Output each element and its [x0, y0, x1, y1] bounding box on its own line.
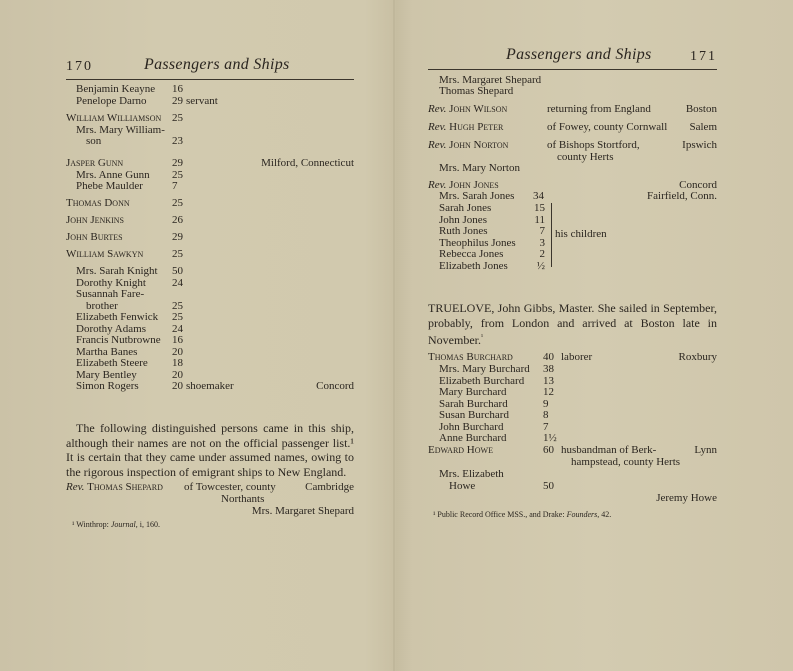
- age: 7: [172, 180, 178, 192]
- age: 24: [172, 322, 183, 335]
- age: 25: [172, 311, 183, 323]
- age: 29: [172, 94, 183, 107]
- passenger-name: William Sawkyn: [66, 248, 144, 260]
- age: 25: [172, 248, 183, 260]
- age: 50: [543, 480, 554, 492]
- residence: Lynn: [694, 444, 717, 456]
- ship-name: TRUELOVE,: [428, 301, 495, 315]
- passenger-name: Dorothy Adams: [76, 322, 146, 335]
- passenger-name: Penelope Darno: [76, 94, 147, 107]
- age: 24: [172, 276, 183, 289]
- age: 8: [543, 409, 549, 421]
- left-page: [0, 0, 395, 671]
- passenger-name: John Norton: [449, 139, 509, 151]
- origin: of Fowey, county Cornwall: [547, 121, 668, 133]
- passenger-name-cont: brother: [86, 299, 118, 312]
- age: 7: [539, 225, 545, 237]
- residence: Milford, Connecticut: [261, 157, 354, 169]
- list-item: Sarah Burchard: [439, 397, 508, 410]
- truelove-paragraph: [428, 301, 717, 348]
- occupation: laborer: [561, 351, 593, 363]
- shepard-origin: of Towcester, county: [184, 481, 276, 493]
- header-rule: [428, 69, 717, 70]
- age: ½: [536, 259, 545, 272]
- jones-residence: Concord: [679, 179, 717, 191]
- age: 29: [172, 157, 183, 169]
- footnote-text: Public Record Office MSS., and Drake:: [437, 510, 567, 519]
- list-item: Mrs. Margaret Shepard: [439, 74, 542, 86]
- age: 25: [172, 168, 183, 181]
- age: 1½: [543, 432, 557, 444]
- list-item: Mrs. Mary Burchard: [439, 363, 530, 375]
- passenger-name: Mrs. Sarah Knight: [76, 265, 158, 277]
- list-item: Mrs. Sarah Jones: [439, 190, 515, 202]
- age: 20: [172, 368, 183, 381]
- passenger-name: Simon Rogers: [76, 380, 139, 392]
- page-number: 170: [66, 59, 93, 74]
- list-item: Elizabeth Burchard: [439, 374, 525, 387]
- passenger-name: Dorothy Knight: [76, 276, 146, 289]
- age: 25: [172, 299, 183, 312]
- footnote-ref: , i, 160.: [135, 520, 160, 529]
- passenger-name: Thomas Shepard: [87, 481, 163, 493]
- list-item: Rebecca Jones: [439, 248, 504, 260]
- residence: Salem: [689, 121, 717, 133]
- header-rule: [66, 79, 354, 80]
- passenger-name: Martha Banes: [76, 345, 138, 358]
- list-item: Ruth Jones: [439, 225, 488, 237]
- jones-residence-2: Fairfield, Conn.: [647, 190, 717, 202]
- age: 13: [543, 374, 554, 387]
- age: 40: [543, 351, 554, 363]
- footnote-mark: ¹: [481, 333, 484, 342]
- origin: returning from England: [547, 103, 651, 115]
- shepard-residence: Cambridge: [305, 481, 354, 493]
- passenger-name: Elizabeth Steere: [76, 357, 148, 369]
- passenger-name: Mary Bentley: [76, 368, 137, 381]
- occupation: shoemaker: [186, 380, 234, 392]
- occupation-cont: hampstead, county Herts: [571, 456, 681, 468]
- title-rev: Rev.: [428, 103, 447, 115]
- list-item: Mrs. Mary Norton: [439, 162, 520, 174]
- running-head: Passengers and Ships: [506, 46, 652, 63]
- children-brace: [547, 203, 552, 267]
- passenger-name: Francis Nutbrowne: [76, 334, 161, 346]
- origin: of Bishops Stortford,: [547, 139, 640, 151]
- son-name: Jeremy Howe: [656, 492, 717, 504]
- age: 20: [172, 380, 183, 392]
- list-item: Sarah Jones: [439, 202, 492, 214]
- right-page: [395, 0, 793, 671]
- running-head: Passengers and Ships: [144, 56, 290, 73]
- footnote: [433, 510, 611, 519]
- list-item-cont: Howe: [449, 480, 476, 492]
- page-number: 171: [690, 49, 717, 64]
- age: 16: [172, 83, 183, 95]
- age: 3: [539, 236, 545, 249]
- age: 2: [539, 248, 545, 260]
- title-rev: Rev.: [66, 481, 85, 493]
- age: 50: [172, 265, 183, 277]
- shepard-entry: [66, 482, 163, 493]
- list-item: Elizabeth Jones: [439, 259, 508, 272]
- origin-cont: county Herts: [557, 150, 614, 163]
- passenger-name: Hugh Peter: [449, 121, 504, 133]
- age: 9: [543, 397, 549, 410]
- occupation: husbandman of Berk-: [561, 444, 657, 456]
- list-item: John Burchard: [439, 420, 504, 433]
- age: 26: [172, 214, 183, 226]
- passenger-name: Thomas Burchard: [428, 351, 513, 363]
- passenger-name-cont: son: [86, 135, 102, 147]
- list-item: Mrs. Elizabeth: [439, 468, 504, 480]
- list-item: Mary Burchard: [439, 386, 507, 398]
- passenger-name: Elizabeth Fenwick: [76, 311, 159, 323]
- title-rev: Rev.: [428, 179, 447, 191]
- shepard-companion: Mrs. Margaret Shepard: [251, 505, 354, 517]
- passenger-name: Mrs. Mary William-: [76, 123, 165, 136]
- passenger-name: Jasper Gunn: [66, 157, 124, 169]
- list-item: Thomas Shepard: [439, 85, 514, 97]
- age: 18: [172, 357, 183, 369]
- shepard-origin-cont: Northants: [221, 493, 265, 505]
- footnote-mark: ¹: [433, 510, 436, 519]
- list-item: Theophilus Jones: [439, 236, 516, 249]
- passenger-name: Phebe Maulder: [76, 180, 143, 192]
- list-item: Susan Burchard: [439, 409, 509, 421]
- footnote-work: Journal: [110, 520, 136, 529]
- passenger-name: Thomas Donn: [66, 197, 130, 209]
- age: 20: [172, 345, 183, 358]
- footnote-ref: , 42.: [597, 510, 612, 519]
- residence: Roxbury: [678, 351, 717, 363]
- age: 60: [543, 444, 554, 456]
- paragraph-text: John Gibbs, Master. She sailed in September, probably, from London and arrived at Boston late in November.: [428, 301, 717, 348]
- body-paragraph: The following distinguished persons came in this ship, although their names are not on the official passenger list.¹ It is certain that they came under assumed names, owing to the rigorous inspection of emigrant ships to New England.: [66, 421, 354, 479]
- footnote-text: Winthrop:: [76, 520, 111, 529]
- footnote: [72, 520, 160, 529]
- list-item: Anne Burchard: [439, 432, 507, 444]
- passenger-name: John Jones: [449, 179, 499, 191]
- passenger-name: Susannah Fare-: [76, 288, 145, 300]
- age: 7: [543, 420, 549, 433]
- footnote-work: Founders: [566, 510, 598, 519]
- age: 25: [172, 112, 183, 124]
- age: 23: [172, 135, 183, 147]
- age: 12: [543, 386, 554, 398]
- age: 29: [172, 231, 183, 243]
- title-rev: Rev.: [428, 139, 447, 151]
- residence: Ipswich: [682, 139, 717, 151]
- title-rev: Rev.: [428, 121, 447, 133]
- clergy-entry: [428, 140, 508, 151]
- clergy-entry: [428, 122, 503, 133]
- passenger-name: Edward Howe: [428, 444, 493, 456]
- passenger-name: Benjamin Keayne: [76, 83, 156, 95]
- passenger-name: John Jenkins: [66, 214, 124, 226]
- age: 38: [543, 363, 554, 375]
- passenger-name: John Burtes: [66, 231, 123, 243]
- age: 11: [534, 213, 545, 226]
- list-item: John Jones: [439, 213, 487, 226]
- occupation: servant: [186, 94, 218, 107]
- passenger-name: Mrs. Anne Gunn: [76, 168, 150, 181]
- residence: Boston: [685, 103, 717, 115]
- age: 34: [533, 190, 544, 202]
- age: 16: [172, 334, 183, 346]
- footnote-mark: ¹: [72, 520, 75, 529]
- age: 25: [172, 197, 183, 209]
- clergy-entry: [428, 104, 507, 115]
- passenger-name: John Wilson: [449, 103, 508, 115]
- age: 15: [534, 202, 545, 214]
- children-note: his children: [555, 228, 607, 240]
- residence: Concord: [316, 380, 354, 392]
- passenger-name: William Williamson: [66, 112, 162, 124]
